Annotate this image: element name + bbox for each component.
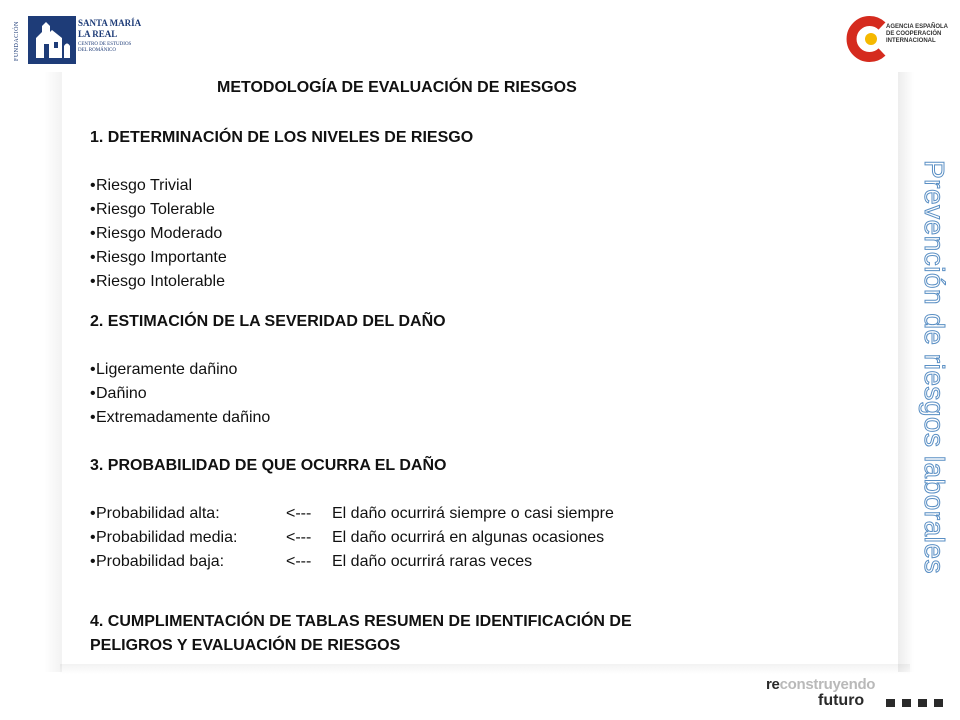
list-item: •Riesgo Moderado	[90, 225, 223, 242]
brand-line2: futuro	[818, 692, 865, 709]
list-item: •Riesgo Tolerable	[90, 201, 215, 218]
section-heading-line2: PELIGROS Y EVALUACIÓN DE RIESGOS	[90, 637, 401, 654]
probability-row: •Probabilidad alta: <--- El daño ocurrirá siempre o casi siempre	[90, 505, 614, 522]
page-shadow-right	[898, 72, 914, 672]
reconstruyendo-futuro-brand	[766, 676, 946, 716]
aecid-c-icon	[842, 14, 892, 64]
list-item: •Riesgo Intolerable	[90, 273, 225, 290]
section-heading-line1: 4. CUMPLIMENTACIÓN DE TABLAS RESUMEN DE IDENTIFICACIÓN DE	[90, 613, 632, 630]
section-heading: 2. ESTIMACIÓN DE LA SEVERIDAD DEL DAÑO	[90, 313, 446, 330]
list-item: •Ligeramente dañino	[90, 361, 238, 378]
list-item: •Dañino	[90, 385, 147, 402]
logo-name-line1: SANTA MARÍA	[78, 18, 142, 28]
list-item: •Extremadamente dañino	[90, 409, 271, 426]
church-icon	[28, 16, 76, 64]
logo-subtitle: CENTRO DE ESTUDIOS DEL ROMÁNICO	[78, 42, 132, 53]
logo-vertical-text: FUNDACIÓN	[14, 21, 20, 61]
page-shadow-left	[44, 72, 62, 672]
brand-square	[902, 699, 911, 707]
section-probability	[90, 454, 614, 574]
page-title: METODOLOGÍA DE EVALUACIÓN DE RIESGOS	[217, 79, 577, 96]
section-summary-tables	[90, 610, 632, 658]
probability-row: •Probabilidad media: <--- El daño ocurrirá en algunas ocasiones	[90, 529, 605, 546]
list-item: •Riesgo Importante	[90, 249, 227, 266]
section-risk-levels	[90, 126, 473, 294]
aecid-logo	[842, 14, 952, 64]
section-heading: 3. PROBABILIDAD DE QUE OCURRA EL DAÑO	[90, 457, 447, 474]
aecid-logo-text: AGENCIA ESPAÑOLA DE COOPERACIÓN INTERNACIONAL	[886, 24, 948, 44]
brand-square	[934, 699, 943, 707]
probability-row: •Probabilidad baja: <--- El daño ocurrirá raras veces	[90, 553, 533, 570]
brand-square	[918, 699, 927, 707]
side-title: Prevención de riesgos laborales	[919, 160, 950, 574]
list-item: •Riesgo Trivial	[90, 177, 193, 194]
section-heading: 1. DETERMINACIÓN DE LOS NIVELES DE RIESGO	[90, 129, 474, 146]
brand-line1: reconstruyendo	[766, 676, 876, 693]
brand-square	[886, 699, 895, 707]
page-shadow-bottom	[60, 664, 910, 674]
logo-name-line2: LA REAL	[78, 29, 118, 39]
fundacion-logo	[14, 14, 144, 68]
section-damage-severity	[90, 310, 446, 430]
